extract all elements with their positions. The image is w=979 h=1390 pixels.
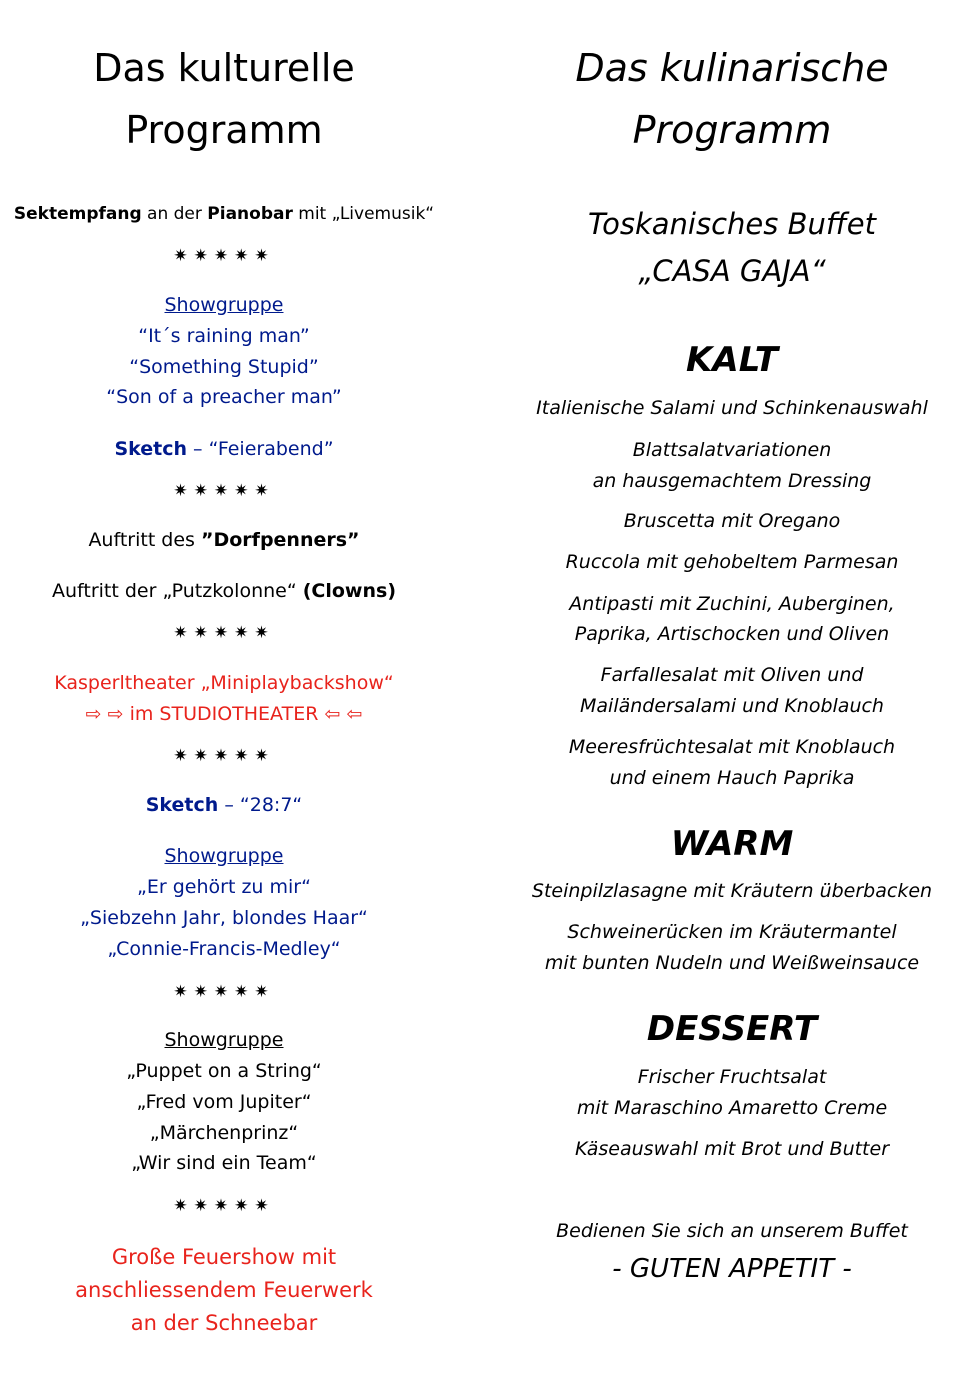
finale-line3: an der Schneebar xyxy=(130,1311,318,1335)
sketch1-title: – “Feierabend” xyxy=(187,438,334,460)
act1-text: Auftritt des xyxy=(88,529,201,551)
showgroup3-song: „Wir sind ein Team“ xyxy=(131,1152,317,1174)
star-divider: ✷✷✷✷✷ xyxy=(173,982,275,1002)
sketch1-label: Sketch xyxy=(114,438,188,460)
warm-item: Schweinerücken im Kräutermantel xyxy=(567,921,897,943)
showgroup3-song: „Märchenprinz“ xyxy=(149,1122,299,1144)
buffet-name: Toskanisches Buffet xyxy=(587,207,876,241)
warm-item: Steinpilzlasagne mit Kräutern überbacken xyxy=(531,880,933,902)
kalt-item: Ruccola mit gehobeltem Parmesan xyxy=(565,551,899,573)
sketch1-line xyxy=(0,434,448,465)
reception-sekt: Sektempfang xyxy=(13,204,142,224)
act1-name: ”Dorfpenners” xyxy=(201,529,360,551)
reception-live: mit „Livemusik“ xyxy=(292,204,435,224)
showgroup3-heading: Showgruppe xyxy=(164,1029,284,1051)
warm-heading: WARM xyxy=(670,824,794,864)
sketch2-line xyxy=(0,790,448,821)
sketch2-title: – “28:7“ xyxy=(218,794,303,816)
showgroup2-song: „Siebzehn Jahr, blondes Haar“ xyxy=(80,907,368,929)
kasperl-line1: Kasperltheater „Miniplaybackshow“ xyxy=(54,672,394,694)
kalt-item-cont: Paprika, Artischocken und Oliven xyxy=(574,623,890,645)
star-divider: ✷✷✷✷✷ xyxy=(173,481,275,501)
dessert-item-cont: mit Maraschino Amaretto Creme xyxy=(576,1097,888,1119)
star-divider: ✷✷✷✷✷ xyxy=(173,1196,275,1216)
reception-an: an der xyxy=(141,204,208,224)
finale-line2: anschliessendem Feuerwerk xyxy=(75,1278,373,1302)
kalt-item: Blattsalatvariationen xyxy=(632,439,832,461)
act2-clowns: (Clowns) xyxy=(302,580,396,602)
kalt-item: Italienische Salami und Schinkenauswahl xyxy=(536,397,928,419)
kasperl-line2: ⇨ ⇨ im STUDIOTHEATER ⇦ ⇦ xyxy=(85,703,363,725)
showgroup1-song: “Something Stupid” xyxy=(129,356,319,378)
warm-item-cont: mit bunten Nudeln und Weißweinsauce xyxy=(544,952,920,974)
dessert-heading: DESSERT xyxy=(646,1009,818,1049)
kalt-item-cont: Mailändersalami und Knoblauch xyxy=(580,695,884,717)
kalt-item: Farfallesalat mit Oliven und xyxy=(600,664,864,686)
cultural-title-line2: Programm xyxy=(125,108,323,152)
act-putzkolonne xyxy=(0,576,448,607)
showgroup3-song: „Fred vom Jupiter“ xyxy=(136,1091,312,1113)
act-dorfpenner xyxy=(0,525,448,556)
showgroup2-song: „Er gehört zu mir“ xyxy=(137,876,311,898)
kalt-item: Bruscetta mit Oregano xyxy=(623,510,841,532)
kalt-item-cont: an hausgemachtem Dressing xyxy=(592,470,872,492)
reception-line xyxy=(0,199,448,229)
finale-line1: Große Feuershow mit xyxy=(111,1245,337,1269)
showgroup2-heading: Showgruppe xyxy=(164,845,284,867)
showgroup1-song: “Son of a preacher man” xyxy=(106,386,342,408)
cultural-title-line1: Das kulturelle xyxy=(93,46,355,90)
showgroup2-song: „Connie-Francis-Medley“ xyxy=(107,938,341,960)
kalt-item-cont: und einem Hauch Paprika xyxy=(609,767,855,789)
showgroup1-song: “It´s raining man” xyxy=(138,325,310,347)
showgroup1-heading: Showgruppe xyxy=(164,294,284,316)
closing-line1: Bedienen Sie sich an unserem Buffet xyxy=(556,1220,908,1242)
star-divider: ✷✷✷✷✷ xyxy=(173,246,275,266)
closing-line2: - GUTEN APPETIT - xyxy=(612,1254,852,1284)
star-divider: ✷✷✷✷✷ xyxy=(173,746,275,766)
culinary-title-line2: Programm xyxy=(632,108,832,152)
buffet-subtitle: „CASA GAJA“ xyxy=(638,254,826,288)
kalt-heading: KALT xyxy=(686,340,778,380)
reception-pianobar: Pianobar xyxy=(207,204,293,224)
dessert-item: Käseauswahl mit Brot und Butter xyxy=(574,1138,890,1160)
culinary-title-line1: Das kulinarische xyxy=(575,46,889,90)
sketch2-label: Sketch xyxy=(145,794,219,816)
kalt-item: Meeresfrüchtesalat mit Knoblauch xyxy=(568,736,896,758)
star-divider: ✷✷✷✷✷ xyxy=(173,623,275,643)
kalt-item: Antipasti mit Zuchini, Auberginen, xyxy=(569,593,895,615)
dessert-item: Frischer Fruchtsalat xyxy=(637,1066,827,1088)
showgroup3-song: „Puppet on a String“ xyxy=(126,1060,322,1082)
act2-text: Auftritt der „Putzkolonne“ xyxy=(51,580,303,602)
